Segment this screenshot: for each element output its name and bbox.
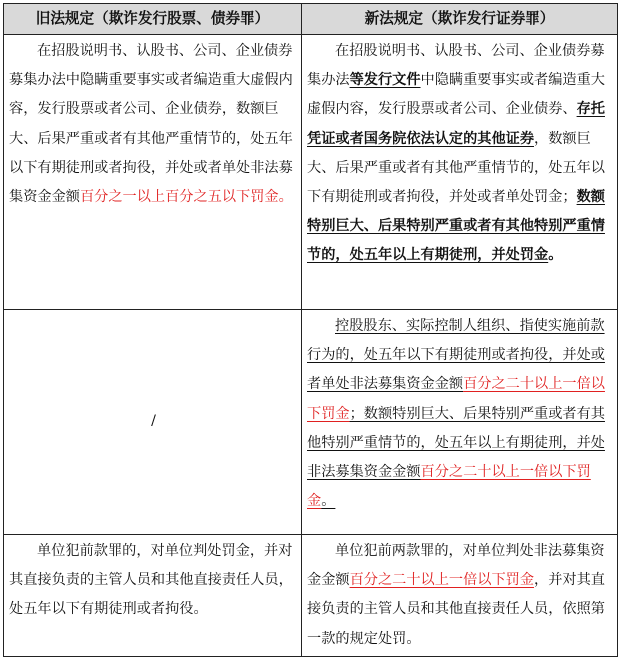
amended-text: ；数额特别巨大、后果特别严重或者有其他特别严重情节的，处五年以上有期徒刑，并处非法募集资金金额 — [307, 405, 605, 481]
new-law-header: 新法规定（欺诈发行证券罪） — [302, 4, 618, 35]
old-law-cell-empty: / — [4, 310, 302, 535]
new-law-cell — [302, 535, 618, 657]
table-row — [4, 35, 618, 310]
table-row — [4, 310, 618, 535]
fine-range-text: 百分之二十以上一倍以下罚金 — [307, 376, 605, 422]
cell-text: ，数额巨大、后果严重或者有其他严重情节的，处五年以下有期徒刑或者拘役，并处或者单处罚金； — [307, 130, 605, 206]
fine-range-text: 百分之二十以上一倍以下罚金 — [349, 572, 535, 589]
new-law-cell — [302, 35, 618, 310]
cell-text: 单位犯前款罪的，对单位判处罚金，并对其直接负责的主管人员和其他直接责任人员，处五年以下有期徒刑或者拘役。 — [9, 543, 293, 618]
cell-text: 中隐瞒重要事实或者编造重大虚假内容，发行股票或者公司、企业债券、 — [307, 72, 605, 118]
cell-text: 单位犯前两款罪的，对单位判处非法募集资金金额 — [307, 543, 605, 589]
cell-text: 在招股说明书、认股书、公司、企业债券募集办法 — [307, 43, 605, 89]
law-comparison-table — [3, 3, 618, 657]
amended-text: 控股股东、实际控制人组织、指使实施前款行为的，处五年以下有期徒刑或者拘役，并处或者单处非法募集资金金额 — [307, 318, 605, 393]
cell-text: 罚金。 — [250, 189, 293, 206]
old-law-header: 旧法规定（欺诈发行股票、债券罪） — [4, 4, 302, 35]
old-law-cell — [4, 535, 302, 657]
amended-text: 存托凭证或者国务院依法认定的其他证券 — [307, 101, 605, 147]
amended-text: 数额特别巨大、后果特别严重或者有其他特别严重情节的，处五年以上有期徒刑，并处罚金 — [307, 189, 605, 264]
cell-text: ，并对其直接负责的主管人员和其他直接责任人员，依照第一款的规定处罚。 — [307, 572, 605, 647]
new-law-cell — [302, 310, 618, 535]
header-row — [4, 4, 618, 35]
amended-text: 。 — [321, 493, 336, 510]
amended-text: 等发行文件 — [349, 72, 421, 89]
table-row — [4, 535, 618, 657]
fine-range-text: 百分之二十以上一倍以下罚金 — [307, 464, 591, 510]
fine-range-text: 百分之一以上百分之五以下 — [79, 189, 251, 206]
cell-text: 。 — [548, 247, 563, 264]
old-law-cell — [4, 35, 302, 310]
cell-text: 在招股说明书、认股书、公司、企业债券募集办法中隐瞒重要事实或者编造重大虚假内容，发行股票或者公司、企业债券，数额巨大、后果严重或者有其他严重情节的，处五年以下有期徒刑或者拘役，并处或者单处非法募集资金金额 — [9, 43, 293, 206]
